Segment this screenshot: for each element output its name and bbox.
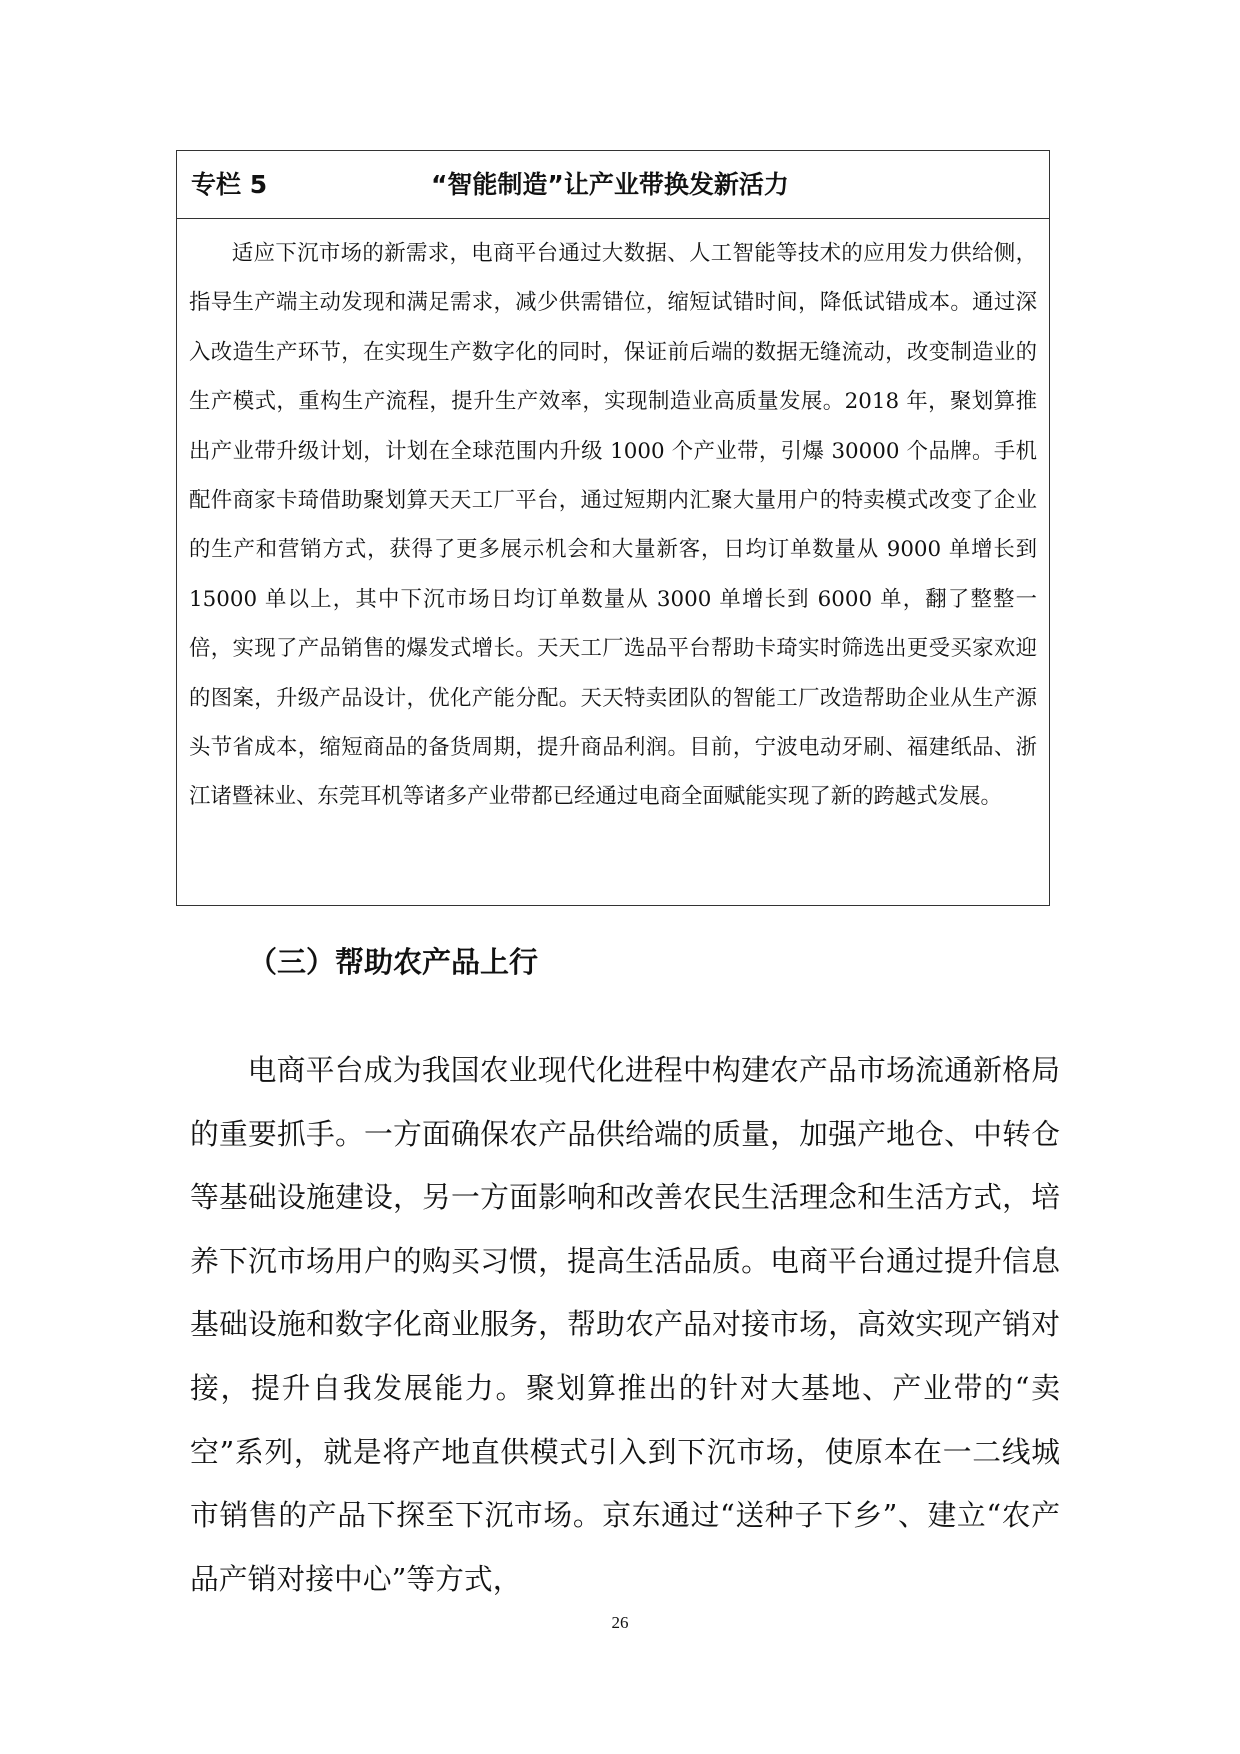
column-title: “智能制造”让产业带换发新活力 bbox=[431, 170, 789, 199]
section-heading: （三）帮助农产品上行 bbox=[248, 945, 539, 979]
column-body-text: 适应下沉市场的新需求，电商平台通过大数据、人工智能等技术的应用发力供给侧，指导生产端主动发现和满足需求，减少供需错位，缩短试错时间，降低试错成本。通过深入改造生产环节，在实现生产数字化的同时，保证前后端的数据无缝流动，改变制造业的生产模式，重构生产流程，提升生产效率，实现制造业高质量发展。2018 年，聚划算推出产业带升级计划，计划在全球范围内升级 1000 个产业带，引爆 30000 个品牌。手机配件商家卡琦借助聚划算天天工厂平台，通过短期内汇聚大量用户的特卖模式改变了企业的生产和营销方式，获得了更多展示机会和大量新客，日均订单数量从 9000 单增长到 15000 单以上，其中下沉市场日均订单数量从 3000 单增长到 6000 单，翻了整整一倍，实现了产品销售的爆发式增长。天天工厂选品平台帮助卡琦实时筛选出更受买家欢迎的图案，升级产品设计，优化产能分配。天天特卖团队的智能工厂改造帮助企业从生产源头节省成本，缩短商品的备货周期，提升商品利润。目前，宁波电动牙刷、福建纸品、浙江诸暨袜业、东莞耳机等诸多产业带都已经通过电商全面赋能实现了新的跨越式发展。 bbox=[189, 241, 1037, 810]
column-header bbox=[177, 151, 1049, 219]
feature-column-box bbox=[176, 150, 1050, 906]
body-paragraph: 电商平台成为我国农业现代化进程中构建农产品市场流通新格局的重要抓手。一方面确保农产品供给端的质量，加强产地仓、中转仓等基础设施建设，另一方面影响和改善农民生活理念和生活方式，培养下沉市场用户的购买习惯，提高生活品质。电商平台通过提升信息基础设施和数字化商业服务，帮助农产品对接市场，高效实现产销对接，提升自我发展能力。聚划算推出的针对大基地、产业带的“卖空”系列，就是将产地直供模式引入到下沉市场，使原本在一二线城市销售的产品下探至下沉市场。京东通过“送种子下乡”、建立“农产品产销对接中心”等方式， bbox=[190, 1053, 1060, 1596]
page-number: 26 bbox=[611, 1613, 629, 1632]
column-label: 专栏 5 bbox=[191, 170, 268, 199]
